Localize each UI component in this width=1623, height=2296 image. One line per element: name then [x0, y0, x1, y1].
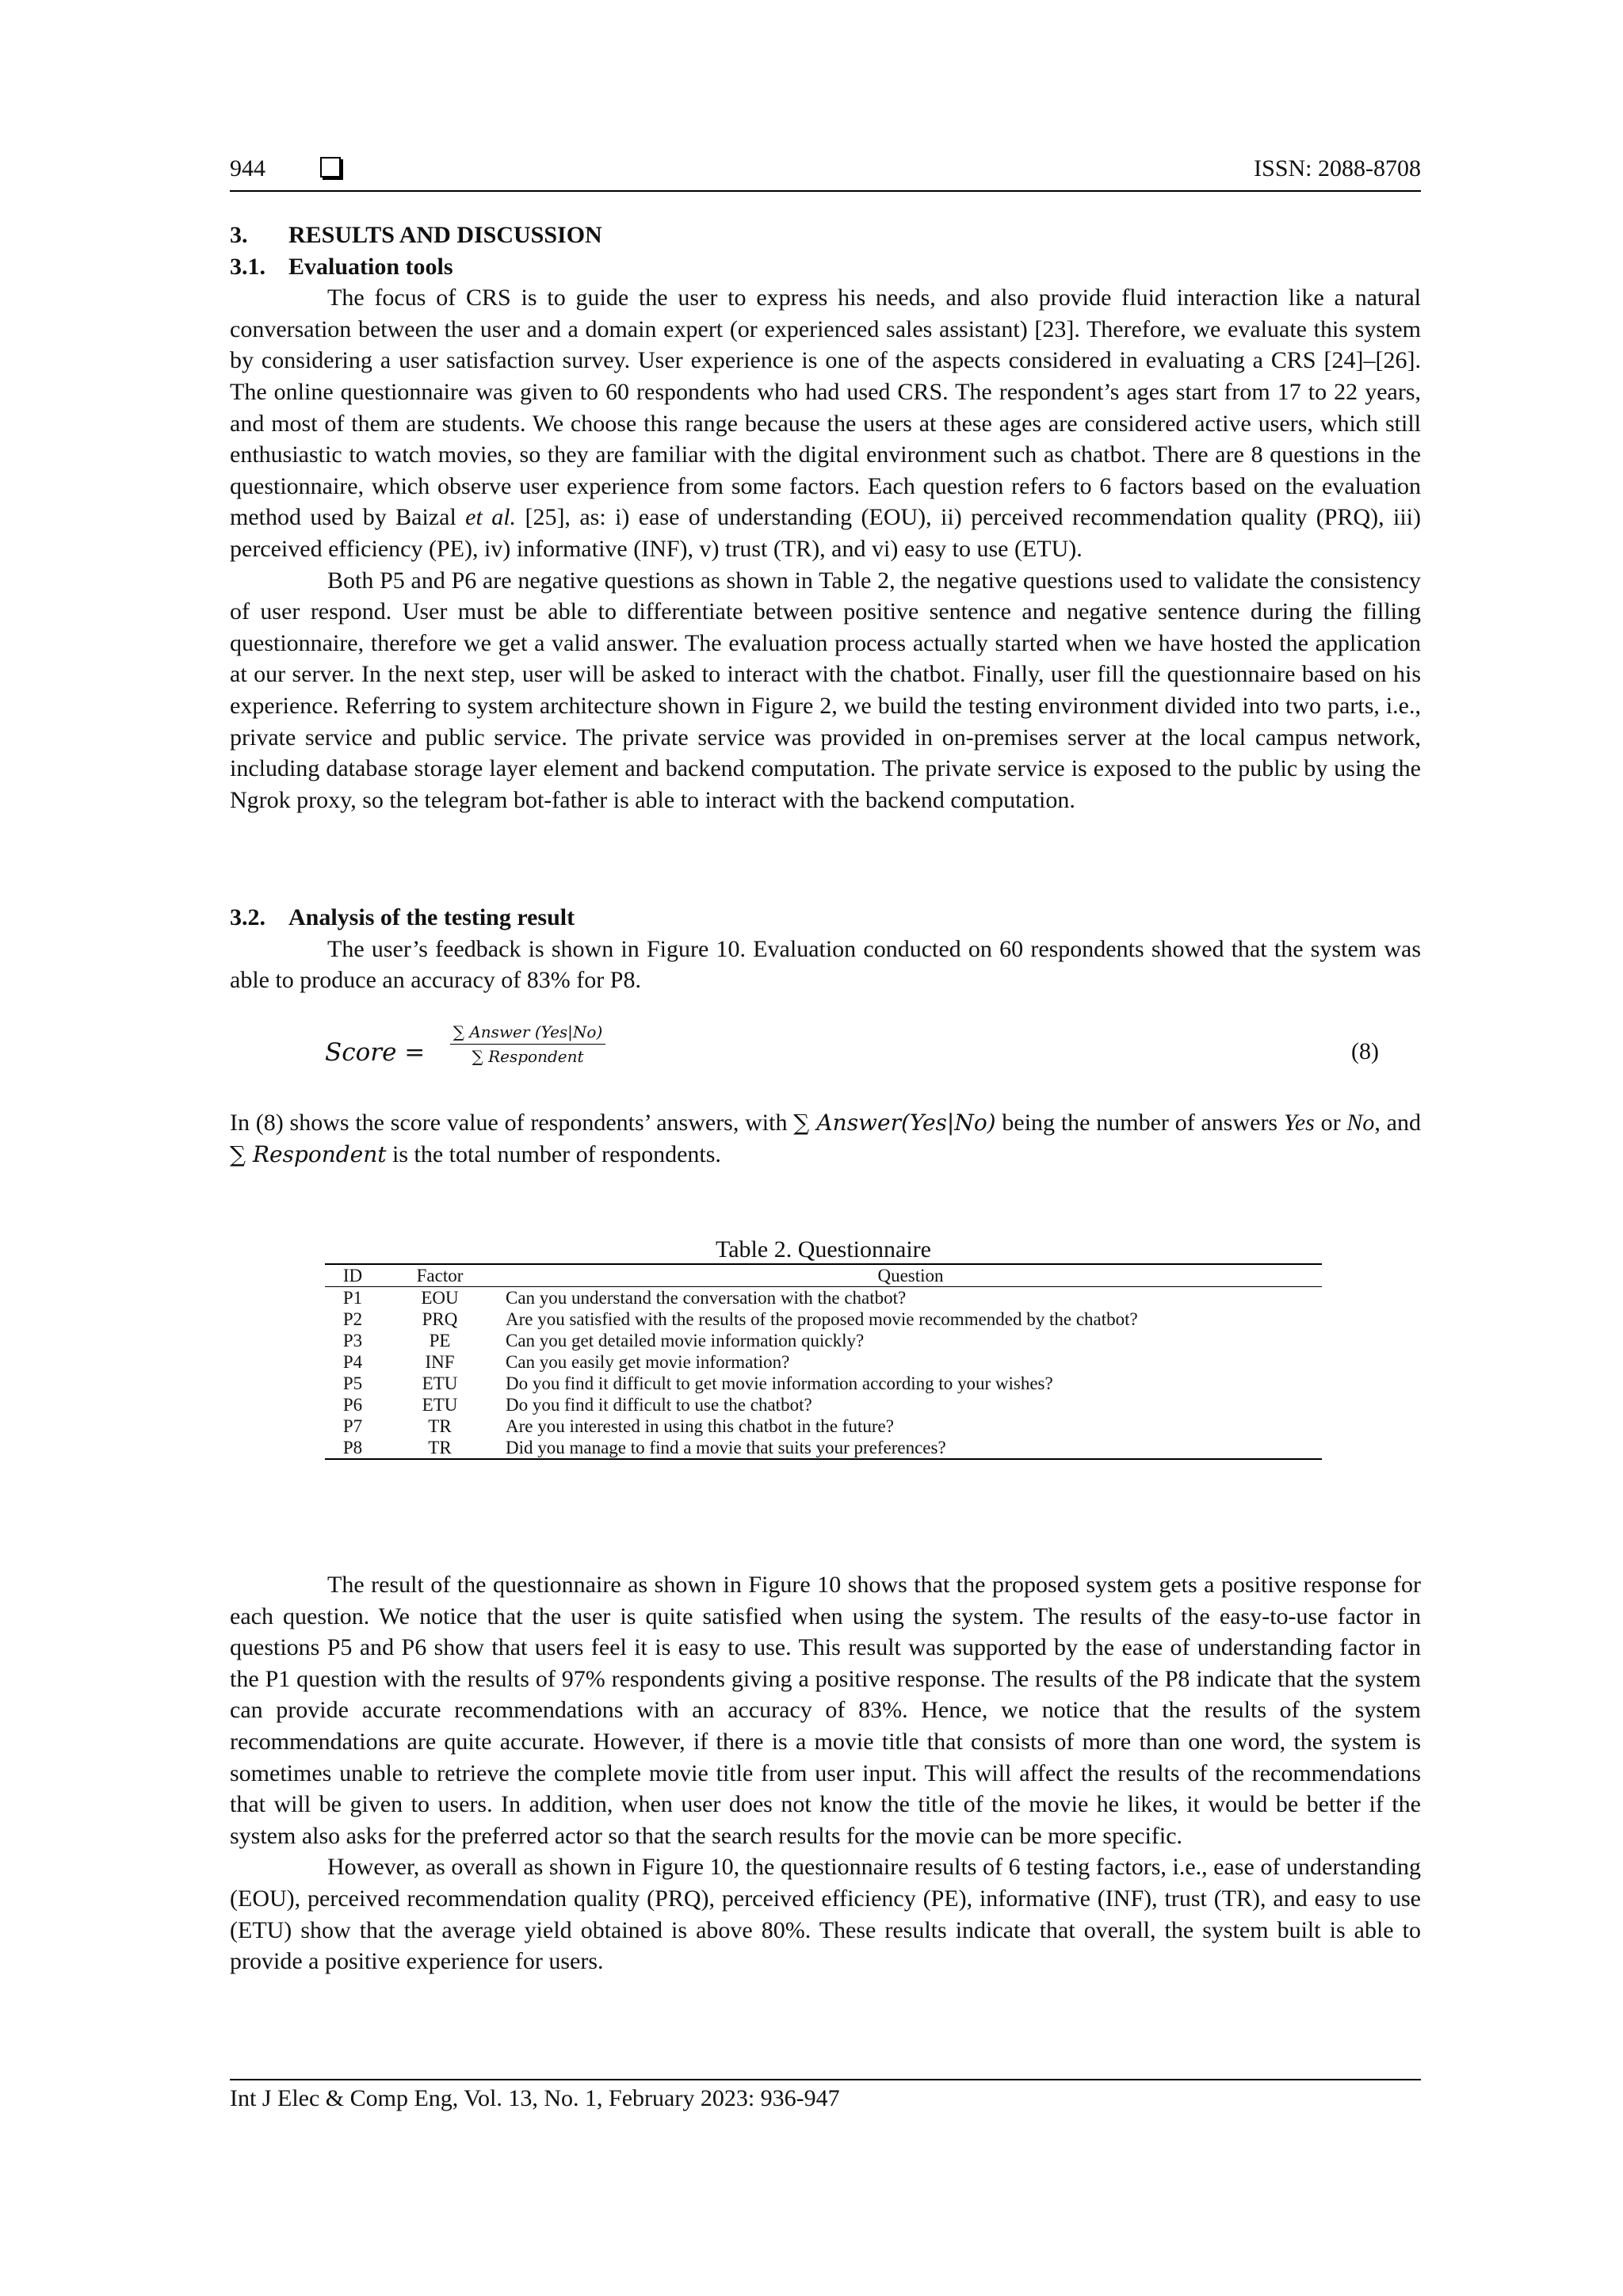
table-row: P2 PRQ Are you satisfied with the results of the proposed movie recommended by the chatbot? — [342, 1309, 1138, 1329]
paragraph: The user’s feedback is shown in Figure 10. Evaluation conducted on 60 respondents showed that the system was able to produce an accuracy of 83% for P8. — [230, 935, 1421, 994]
page-footer: Int J Elec & Comp Eng, Vol. 13, No. 1, February 2023: 936-947 — [230, 2079, 1421, 2112]
equation-explanation — [230, 1107, 1421, 1170]
page-header — [230, 155, 1421, 192]
section-3-2 — [230, 902, 1421, 996]
equation-number: (8) — [1351, 1038, 1379, 1064]
section-title: RESULTS AND DISCUSSION — [288, 222, 602, 248]
table-row: P4 INF Can you easily get movie information? — [342, 1352, 790, 1372]
paragraph: Both P5 and P6 are negative questions as shown in Table 2, the negative questions used to validate the consistency of user respond. User must be able to differentiate between positive sentence and negative sentence during the filling questionnaire, therefore we get a valid answer. The evaluation process actually started when we have hosted the application at our server. In the next step, user will be asked to interact with the chatbot. Finally, user fill the questionnaire based on his experience. Referring to system architecture shown in Figure 2, we build the testing environment divided into two parts, i.e., private service and public service. The private service was provided in on-premises server at the local campus network, including database storage layer element and backend computation. The private service is exposed to the public by using the Ngrok proxy, so the telegram bot-father is able to interact with the backend computation. — [230, 567, 1421, 813]
column-header: Factor — [380, 1264, 499, 1287]
column-header: ID — [325, 1264, 380, 1287]
paragraph: The focus of CRS is to guide the user to express his needs, and also provide fluid interaction like a natural conversation between the user and a domain expert (or experienced sales assistant) [23]. Therefore, we evaluate this system by considering a user satisfaction survey. User experience is one of the aspects considered in evaluating a CRS [24]–[26]. The online questionnaire was given to 60 respondents who had used CRS. The respondent’s ages start from 17 to 22 years, and most of them are students. We choose this range because the users at these ages are considered active users, which still enthusiastic to watch movies, so they are familiar with the digital environment such as chatbot. There are 8 questions in the questionnaire, which observe user experience from some factors. Each question refers to 6 factors based on the evaluation method used by Baizal et al. [25], as: i) ease of understanding (EOU), ii) perceived recommendation quality (PRQ), iii) perceived efficiency (PE), iv) informative (INF), v) trust (TR), and vi) easy to use (ETU). — [230, 285, 1421, 562]
section-3-31 — [230, 220, 1421, 816]
square-box-icon — [320, 157, 341, 178]
equation-8 — [325, 1022, 1379, 1086]
section-title: Evaluation tools — [288, 253, 453, 280]
section-3-1-heading — [230, 251, 1421, 283]
paragraph: However, as overall as shown in Figure 10, the questionnaire results of 6 testing factors, i.e., ease of understanding (EOU), perceived recommendation quality (PRQ), perceived efficiency (PE), informative (INF), trust (TR), and easy to use (ETU) show that the average yield obtained is above 80%. These results indicate that overall, the system built is able to provide a positive experience for users. — [230, 1854, 1421, 1975]
equation-denominator: ∑ Respondent — [472, 1047, 584, 1066]
section-number: 3.1. — [230, 253, 265, 280]
table-row: P8 TR Did you manage to find a movie that suits your preferences? — [325, 1437, 1322, 1459]
table-row: P1 EOU Can you understand the conversation with the chatbot? — [342, 1288, 907, 1308]
table-row: P7 TR Are you interested in using this chatbot in the future? — [342, 1416, 894, 1436]
paragraph: In (8) shows the score value of respondents’ answers, with ∑ Answer(Yes|No) being the number of answers Yes or No, and ∑ Respondent is the total number of respondents. — [230, 1110, 1421, 1167]
page-number: 944 — [230, 155, 265, 181]
table-2 — [325, 1236, 1322, 1460]
table-header-row — [325, 1264, 1322, 1287]
table-caption: Table 2. Questionnaire — [716, 1236, 931, 1263]
issn: ISSN: 2088-8708 — [1254, 155, 1421, 181]
equation-lhs: Score = — [325, 1038, 426, 1067]
section-3-2-heading — [230, 902, 1421, 934]
section-number: 3.2. — [230, 904, 265, 930]
equation-fraction — [450, 1022, 605, 1066]
questionnaire-table — [325, 1263, 1322, 1460]
table-row: P6 ETU Do you find it difficult to use the chatbot? — [342, 1395, 812, 1415]
paragraph: The result of the questionnaire as shown in Figure 10 shows that the proposed system gets a positive response for each question. We notice that the user is quite satisfied when using the system. The results of the easy-to-use factor in questions P5 and P6 show that users feel it is easy to use. This result was supported by the ease of understanding factor in the P1 question with the results of 97% respondents giving a positive response. The results of the P8 indicate that the system can provide accurate recommendations with an accuracy of 83%. Hence, we notice that the results of the system recommendations are quite accurate. However, if there is a movie title that consists of more than one word, the system is sometimes unable to retrieve the complete movie title from user input. This will affect the results of the recommendations that will be given to users. In addition, when user does not know the title of the movie he likes, it would be better if the system also asks for the preferred actor so that the search results for the movie can be more specific. — [230, 1572, 1421, 1849]
section-title: Analysis of the testing result — [288, 904, 575, 930]
table-row: P3 PE Can you get detailed movie information quickly? — [342, 1331, 865, 1350]
results-discussion — [230, 1569, 1421, 1977]
column-header: Question — [499, 1264, 1322, 1287]
table-row: P5 ETU Do you find it difficult to get movie information according to your wishes? — [342, 1373, 1053, 1393]
section-3-heading — [230, 220, 1421, 251]
section-number: 3. — [230, 222, 248, 248]
equation-numerator: ∑ Answer (Yes|No) — [450, 1022, 605, 1045]
